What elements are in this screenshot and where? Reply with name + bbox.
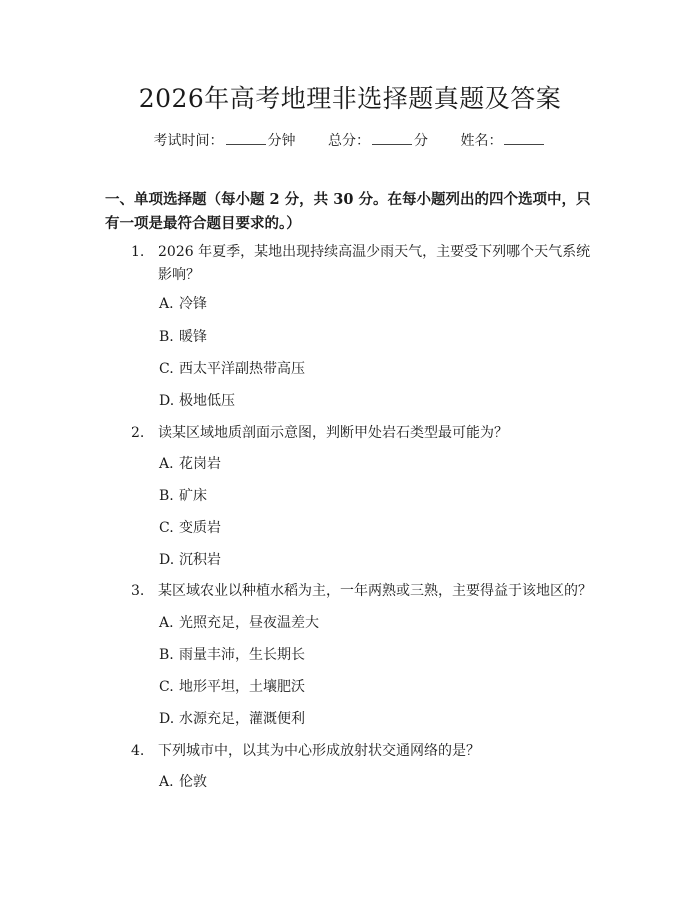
question-number: 4. [131, 743, 145, 759]
question-3-option-c [159, 677, 305, 697]
question-text: 某区域农业以种植水稻为主，一年两熟或三熟，主要得益于该地区的？ [158, 583, 592, 599]
option-text: 光照充足，昼夜温差大 [179, 615, 319, 631]
option-letter: C. [159, 520, 174, 536]
question-3-option-a [159, 613, 319, 633]
page-title: 2026年高考地理非选择题真题及答案 [138, 84, 562, 113]
option-text: 地形平坦，土壤肥沃 [179, 679, 305, 695]
option-letter: A. [159, 296, 174, 312]
total-score-unit: 分 [414, 133, 428, 149]
student-name-blank [504, 130, 544, 145]
option-text: 沉积岩 [179, 552, 221, 568]
exam-time-unit: 分钟 [267, 133, 296, 149]
option-letter: A. [159, 456, 174, 472]
student-name-label: 姓名： [460, 133, 503, 149]
option-text: 花岗岩 [179, 456, 221, 472]
question-number: 2. [131, 425, 145, 441]
question-2-option-d [159, 550, 221, 570]
option-letter: C. [159, 361, 174, 377]
question-text: 下列城市中，以其为中心形成放射状交通网络的是？ [158, 743, 480, 759]
total-score-label: 总分： [328, 133, 370, 149]
option-letter: D. [159, 552, 175, 568]
option-text: 西太平洋副热带高压 [179, 361, 305, 377]
option-letter: A. [159, 615, 174, 631]
option-letter: D. [159, 393, 175, 409]
question-2 [131, 422, 601, 445]
option-letter: B. [159, 329, 174, 345]
option-letter: C. [159, 679, 174, 695]
question-text: 2026 年夏季，某地出现持续高温少雨天气，主要受下列哪个天气系统影响？ [158, 244, 591, 283]
question-number: 1. [131, 244, 145, 260]
question-1 [131, 241, 601, 287]
option-letter: B. [159, 647, 174, 663]
option-letter: B. [159, 488, 174, 504]
question-3-option-d [159, 709, 305, 729]
option-text: 水源充足，灌溉便利 [179, 711, 305, 727]
total-score-field [328, 133, 428, 149]
question-text: 读某区域地质剖面示意图，判断甲处岩石类型最可能为？ [158, 425, 508, 441]
option-text: 矿床 [179, 488, 207, 504]
exam-time-label: 考试时间： [153, 133, 224, 149]
option-letter: D. [159, 711, 175, 727]
question-3 [131, 580, 601, 603]
question-1-option-b [159, 327, 207, 347]
question-1-option-a [159, 294, 207, 314]
question-4-option-a [159, 772, 207, 792]
question-2-option-b [159, 486, 207, 506]
option-text: 极地低压 [179, 393, 235, 409]
option-text: 雨量丰沛，生长期长 [179, 647, 305, 663]
option-text: 变质岩 [179, 520, 221, 536]
total-score-blank [372, 130, 412, 145]
option-text: 伦敦 [179, 774, 207, 790]
exam-time-field [154, 133, 296, 149]
exam-time-blank [226, 130, 266, 145]
student-name-field [460, 133, 546, 149]
question-2-option-a [159, 454, 221, 474]
question-4 [131, 740, 601, 763]
option-text: 暖锋 [179, 329, 207, 345]
question-3-option-b [159, 645, 305, 665]
question-2-option-c [159, 518, 221, 538]
option-text: 冷锋 [179, 296, 207, 312]
question-number: 3. [131, 583, 145, 599]
question-1-option-c [159, 359, 305, 379]
question-1-option-d [159, 391, 235, 411]
option-letter: A. [159, 774, 174, 790]
section-heading: 一、单项选择题（每小题 2 分，共 30 分。在每小题列出的四个选项中，只有一项是最符合题目要求的。） [105, 191, 591, 232]
exam-meta [0, 130, 700, 151]
